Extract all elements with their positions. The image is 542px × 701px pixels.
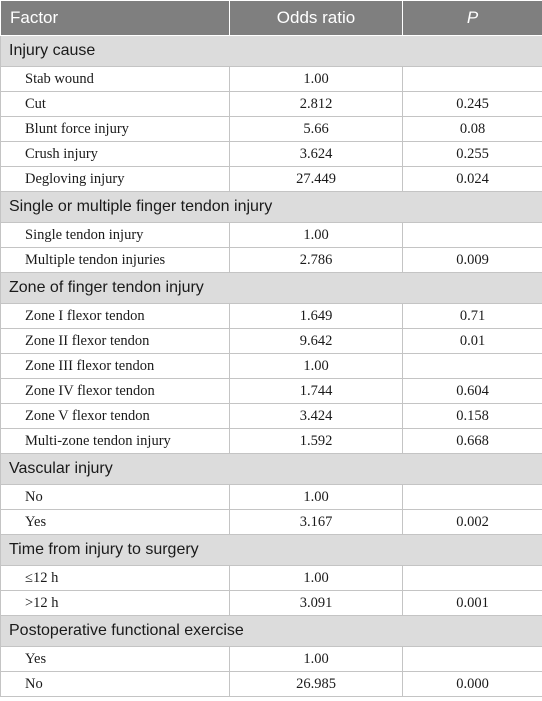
p-value-cell	[403, 67, 542, 92]
section-title: Vascular injury	[1, 454, 542, 485]
p-value-cell: 0.002	[403, 510, 542, 535]
table-row	[1, 167, 542, 192]
section-header-row	[1, 535, 542, 566]
p-value-cell: 0.08	[403, 117, 542, 142]
factor-cell: Zone I flexor tendon	[1, 304, 230, 329]
table-row	[1, 354, 542, 379]
p-value-cell: 0.009	[403, 248, 542, 273]
odds-ratio-cell: 3.424	[230, 404, 403, 429]
factor-cell: Blunt force injury	[1, 117, 230, 142]
p-value-cell: 0.245	[403, 92, 542, 117]
odds-ratio-cell: 1.592	[230, 429, 403, 454]
p-value-cell	[403, 485, 542, 510]
section-header-row	[1, 36, 542, 67]
odds-ratio-cell: 1.744	[230, 379, 403, 404]
header-p-value: P	[403, 1, 542, 36]
header-factor: Factor	[1, 1, 230, 36]
section-title: Zone of finger tendon injury	[1, 273, 542, 304]
p-value-cell: 0.001	[403, 591, 542, 616]
section-header-row	[1, 192, 542, 223]
p-value-cell: 0.024	[403, 167, 542, 192]
table-row	[1, 117, 542, 142]
table-row	[1, 67, 542, 92]
factor-cell: ≤12 h	[1, 566, 230, 591]
odds-ratio-cell: 1.00	[230, 566, 403, 591]
odds-ratio-cell: 2.786	[230, 248, 403, 273]
table-row	[1, 379, 542, 404]
header-row	[1, 1, 542, 36]
p-value-cell: 0.668	[403, 429, 542, 454]
odds-ratio-cell: 3.624	[230, 142, 403, 167]
p-value-cell	[403, 647, 542, 672]
odds-ratio-cell: 2.812	[230, 92, 403, 117]
table-row	[1, 647, 542, 672]
p-value-cell: 0.01	[403, 329, 542, 354]
p-value-cell	[403, 354, 542, 379]
p-value-cell: 0.158	[403, 404, 542, 429]
factor-cell: No	[1, 672, 230, 697]
table-row	[1, 591, 542, 616]
odds-ratio-cell: 1.00	[230, 354, 403, 379]
factor-cell: No	[1, 485, 230, 510]
factor-cell: Cut	[1, 92, 230, 117]
odds-ratio-cell: 1.649	[230, 304, 403, 329]
table-row	[1, 485, 542, 510]
odds-ratio-cell: 5.66	[230, 117, 403, 142]
section-title: Time from injury to surgery	[1, 535, 542, 566]
odds-ratio-cell: 1.00	[230, 485, 403, 510]
factor-cell: Zone V flexor tendon	[1, 404, 230, 429]
odds-ratio-cell: 3.091	[230, 591, 403, 616]
factor-cell: Multi-zone tendon injury	[1, 429, 230, 454]
odds-ratio-cell: 3.167	[230, 510, 403, 535]
odds-ratio-cell: 9.642	[230, 329, 403, 354]
table-row	[1, 566, 542, 591]
p-value-cell: 0.604	[403, 379, 542, 404]
factor-cell: >12 h	[1, 591, 230, 616]
section-title: Injury cause	[1, 36, 542, 67]
odds-ratio-cell: 1.00	[230, 223, 403, 248]
p-value-cell: 0.000	[403, 672, 542, 697]
factor-cell: Yes	[1, 647, 230, 672]
section-header-row	[1, 616, 542, 647]
p-value-cell	[403, 223, 542, 248]
table-row	[1, 92, 542, 117]
header-odds-ratio: Odds ratio	[230, 1, 403, 36]
factor-cell: Degloving injury	[1, 167, 230, 192]
section-title: Single or multiple finger tendon injury	[1, 192, 542, 223]
factor-cell: Crush injury	[1, 142, 230, 167]
table-row	[1, 404, 542, 429]
p-value-cell: 0.255	[403, 142, 542, 167]
p-value-cell	[403, 566, 542, 591]
odds-ratio-cell: 1.00	[230, 67, 403, 92]
table-row	[1, 329, 542, 354]
table-row	[1, 248, 542, 273]
table-row	[1, 429, 542, 454]
table-row	[1, 304, 542, 329]
section-title: Postoperative functional exercise	[1, 616, 542, 647]
factor-cell: Zone II flexor tendon	[1, 329, 230, 354]
p-value-cell: 0.71	[403, 304, 542, 329]
table-row	[1, 510, 542, 535]
table-row	[1, 672, 542, 697]
section-header-row	[1, 273, 542, 304]
odds-ratio-cell: 1.00	[230, 647, 403, 672]
table-row	[1, 142, 542, 167]
section-header-row	[1, 454, 542, 485]
table-row	[1, 223, 542, 248]
odds-ratio-cell: 26.985	[230, 672, 403, 697]
factor-cell: Zone IV flexor tendon	[1, 379, 230, 404]
factor-cell: Stab wound	[1, 67, 230, 92]
odds-ratio-cell: 27.449	[230, 167, 403, 192]
factor-cell: Zone III flexor tendon	[1, 354, 230, 379]
factor-cell: Yes	[1, 510, 230, 535]
factor-cell: Multiple tendon injuries	[1, 248, 230, 273]
factor-cell: Single tendon injury	[1, 223, 230, 248]
table-body	[1, 36, 542, 697]
